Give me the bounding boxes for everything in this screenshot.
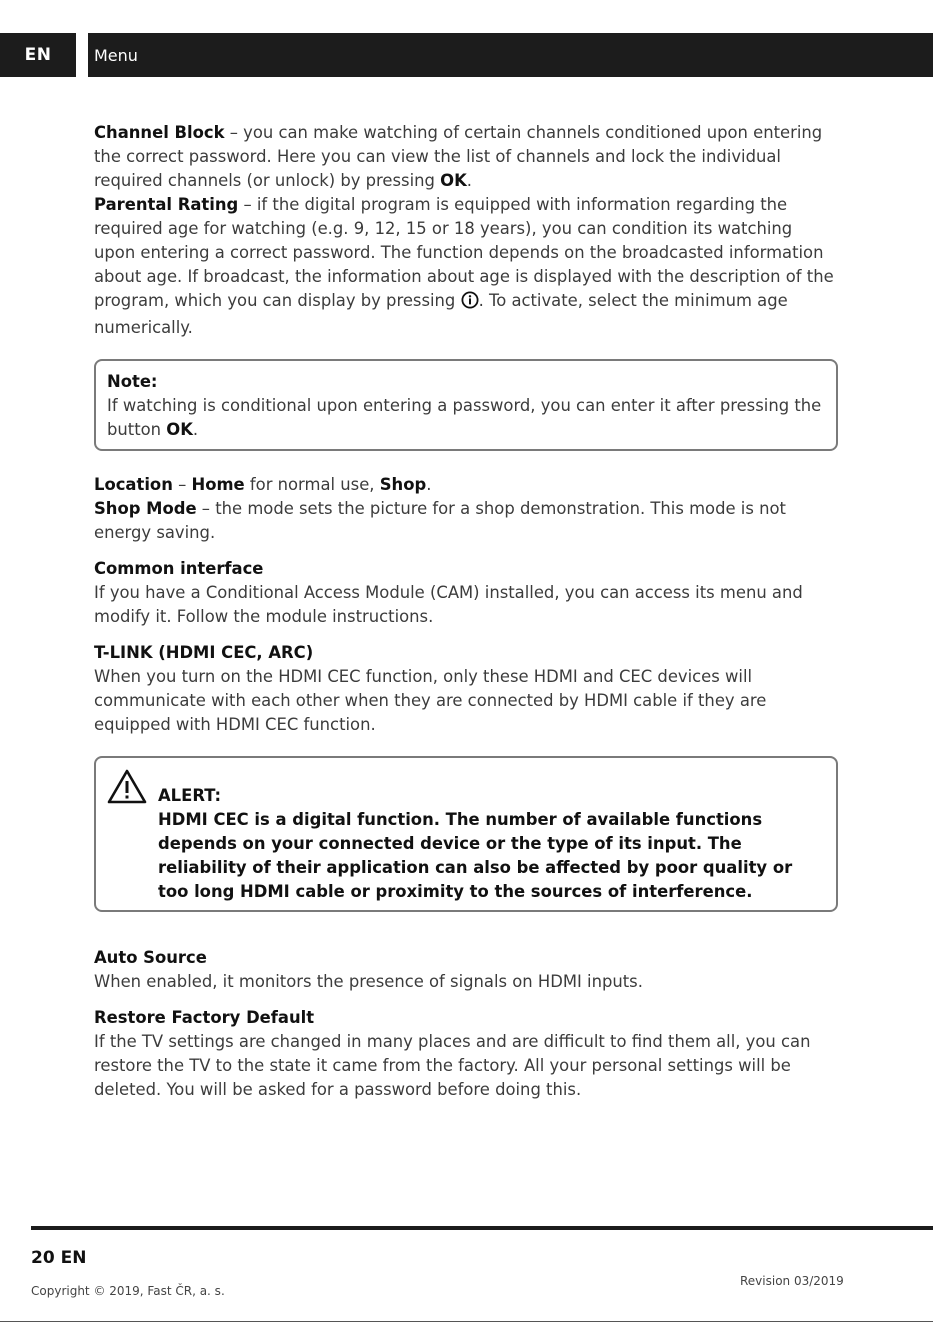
channel-block-paragraph <box>94 121 834 193</box>
ok-key-label: OK <box>440 171 467 190</box>
shop-mode-text: – the mode sets the picture for a shop demonstration. This mode is not energy saving. <box>94 499 786 542</box>
warning-triangle-icon <box>106 768 148 806</box>
footer-rule <box>31 1226 933 1230</box>
period: . <box>192 420 199 439</box>
parental-rating-term: Parental Rating <box>94 195 239 214</box>
copyright: Copyright © 2019, Fast ČR, a. s. <box>31 1284 225 1298</box>
note-text <box>107 394 826 442</box>
channel-block-text: – you can make watching of certain channels conditioned upon entering the correct password. Here you can view the list of channels and lock the individual required channels (or unlock) by pressing <box>94 123 823 190</box>
shop-mode-term: Shop Mode <box>94 499 197 518</box>
language-tab: EN <box>0 33 76 77</box>
auto-source-heading: Auto Source <box>94 948 207 967</box>
tlink-heading: T-LINK (HDMI CEC, ARC) <box>94 643 314 662</box>
revision: Revision 03/2019 <box>740 1274 844 1288</box>
restore-heading: Restore Factory Default <box>94 1008 315 1027</box>
location-paragraph <box>94 473 834 497</box>
common-interface-text: If you have a Conditional Access Module (CAM) installed, you can access its menu and modify it. Follow the module instructions. <box>94 583 803 626</box>
page-number: 20 EN <box>31 1248 87 1268</box>
dash: – <box>172 475 192 494</box>
info-circle-icon <box>461 291 479 316</box>
channel-block-term: Channel Block <box>94 123 225 142</box>
main-content <box>94 121 834 1102</box>
page-header <box>0 33 933 77</box>
parental-rating-text-2: . To activate, select the minimum age numerically. <box>94 291 788 337</box>
section-title: Menu <box>94 45 138 65</box>
common-interface-heading: Common interface <box>94 559 264 578</box>
alert-text: HDMI CEC is a digital function. The number of available functions depends on your connected device or the type of its input. The reliability of their application can also be affected by poor quality or too long HDMI cable or proximity to the sources of interference. <box>158 810 793 901</box>
note-title: Note: <box>107 372 158 391</box>
note-box <box>94 359 838 451</box>
tlink-text: When you turn on the HDMI CEC function, only these HDMI and CEC devices will communicate with each other when they are connected by HDMI cable if they are equipped with HDMI CEC function. <box>94 667 767 734</box>
period: . <box>426 475 432 494</box>
home-option: Home <box>191 475 245 494</box>
ok-key-label: OK <box>166 420 193 439</box>
parental-rating-text: – if the digital program is equipped with information regarding the required age for watching (e.g. 9, 12, 15 or 18 years), you can condition its watching upon entering a correct password. The function depends on the broadcasted information about age. If broadcast, the information about age is displayed with the description of the program, which you can display by pressing <box>94 195 834 310</box>
parental-rating-paragraph <box>94 193 834 340</box>
shop-mode-paragraph <box>94 497 834 545</box>
shop-option: Shop <box>379 475 427 494</box>
location-text: for normal use, <box>244 475 380 494</box>
auto-source-text: When enabled, it monitors the presence of signals on HDMI inputs. <box>94 972 643 991</box>
alert-title: ALERT: <box>158 786 222 805</box>
restore-text: If the TV settings are changed in many places and are difficult to find them all, you can restore the TV to the state it came from the factory. All your personal settings will be deleted. You will be asked for a password before doing this. <box>94 1032 811 1099</box>
period: . <box>466 171 473 190</box>
note-body: If watching is conditional upon entering a password, you can enter it after pressing the button <box>107 396 822 439</box>
alert-box <box>94 756 838 912</box>
bottom-divider <box>0 1321 933 1322</box>
location-term: Location <box>94 475 173 494</box>
section-title-bar <box>88 33 933 77</box>
